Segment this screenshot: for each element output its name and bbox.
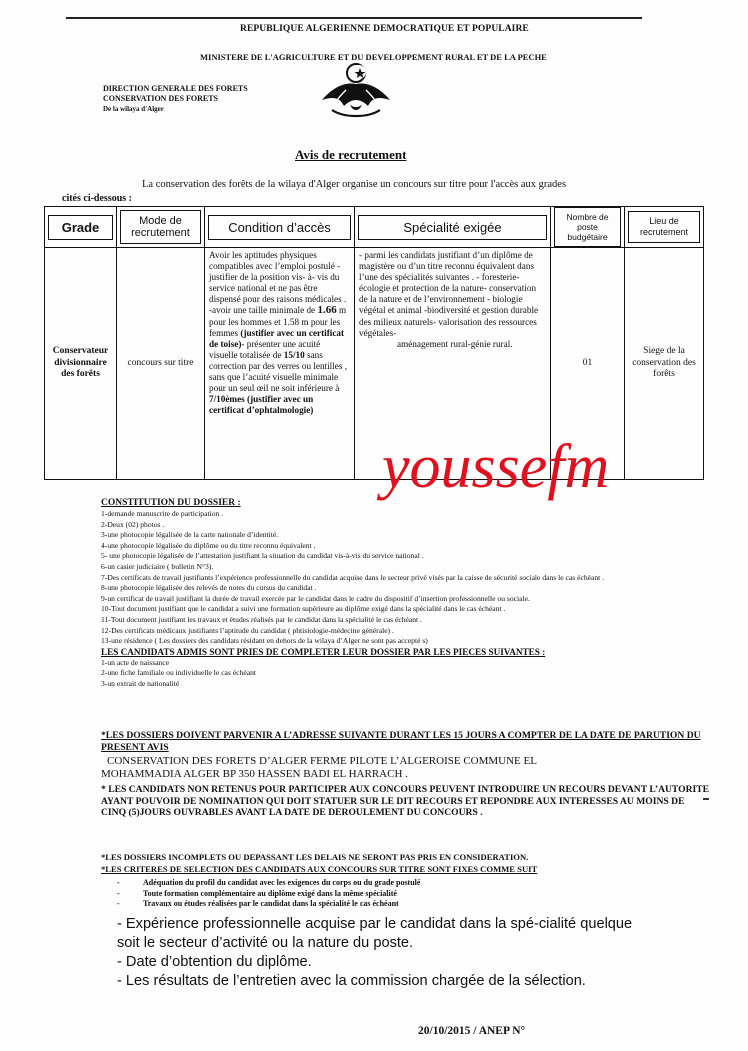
condition-text: sans correction par des verres ou lentilles , sans que l’acuité visuelle minimale pour un seul œil ne soit inférieure à [209, 349, 348, 394]
ministry-heading: MINISTERE DE L'AGRICULTURE ET DU DEVELOPPEMENT RURAL ET DE LA PECHE [200, 52, 547, 62]
list-item: 10-Tout document justifiant que le candidat a suivi une formation supérieure au diplôme exigé dans la spécialité dans le cas échéant . [101, 604, 506, 614]
cell-lieu: Siege de la conservation des forêts [625, 248, 704, 480]
condition-value: (justifier avec un certificat de toise) [209, 327, 345, 349]
criteres-heading: *LES CRITERES DE SELECTION DES CANDIDATS AUX CONCOURS SUR TITRE SONT FIXES COMME SUIT [101, 864, 538, 874]
list-item: 12-Des certificats médicaux justifiants l’aptitude du candidat ( phtisiologie-médecine générale) . [101, 625, 394, 635]
list-item: 7-Des certificats de travail justifiants l’expérience professionnelle du candidat acquise dans le secteur privé visés par la caisse de sécurité sociale dans le cas échéant . [101, 572, 605, 582]
header-label: Nombre de poste budgétaire [554, 207, 621, 247]
list-item: - Expérience professionnelle acquise par le candidat dans la spé-cialité quelque soit le secteur d’activité ou la nature du poste. [117, 916, 633, 951]
list-item: - Adéquation du profil du candidat avec les exigences du corps ou du grade postulé [117, 878, 421, 887]
top-rule [66, 17, 642, 19]
list-item: 2-Deux (02) photos . [101, 519, 165, 529]
list-item: 3-un extrait de nationalité [101, 678, 180, 688]
incomplets-notice: *LES DOSSIERS INCOMPLETS OU DEPASSANT LES DELAIS NE SERONT PAS PRIS EN CONSIDERATION. [101, 852, 529, 862]
direction-block [103, 84, 248, 114]
specialite-text: aménagement rural-génie rural. [397, 338, 513, 349]
header-label: Condition d’accès [208, 215, 351, 240]
list-item: 3-une photocopie légalisée de la carte nationale d’identité. [101, 530, 279, 540]
adresse-heading: *LES DOSSIERS DOIVENT PARVENIR A L’ADRESSE SUIVANTE DURANT LES 15 JOURS A COMPTER DE LA DATE DE PARUTION DU PRESENT AVIS [101, 730, 701, 753]
list-item: 8-une photocopie légalisée des relevés de notes du cursus du candidat . [101, 583, 317, 593]
recours-paragraph: * LES CANDIDATS NON RETENUS POUR PARTICIPER AUX CONCOURS PEUVENT INTRODUIRE UN RECOURS DEVANT L’AUTORITE AYANT POUVOIR DE NOMINATION QUI DOIT STATUER SUR LE DIT RECOURS ET REPONDRE AUX INTERESSES AU MOINS DE CINQ (5)JOURS OUVRABLES AVANT LA DATE DE DEROULEMENT DU CONCOURS . [101, 784, 710, 818]
column-header-condition [205, 207, 355, 248]
critere-text: Adéquation du profil du candidat avec les exigences du corps ou du grade postulé [143, 878, 421, 887]
list-item: 1-un acte de naissance [101, 657, 170, 667]
column-header-specialite [355, 207, 551, 248]
column-header-nombre [551, 207, 625, 248]
adresse-line: CONSERVATION DES FORETS D’ALGER FERME PILOTE L’ALGEROISE COMMUNE EL [107, 755, 537, 767]
list-item: 5- une photocopie légalisée de l’attestation justifiant la situation du candidat vis-à-vis du service national . [101, 551, 424, 561]
adresse-line: MOHAMMADIA ALGER BP 350 HASSEN BADI EL HARRACH . [101, 768, 408, 780]
adresse-block [101, 755, 711, 781]
margin-mark [703, 798, 709, 800]
list-item: 1-demande manuscrite de participation . [101, 509, 224, 518]
footer-reference: 20/10/2015 / ANEP N° [418, 1025, 526, 1037]
condition-value: 1.66 [317, 304, 337, 317]
condition-value: 15/10 [283, 349, 305, 360]
condition-text: Avoir les aptitudes physiques compatibles avec l’emploi postulé - justifier de la position vis- à- vis du service national et ne pas être dispensé pour des raisons médicales . [209, 250, 347, 305]
republic-heading: REPUBLIQUE ALGERIENNE DEMOCRATIQUE ET POPULAIRE [240, 24, 529, 34]
list-item: 2-une fiche familiale ou individuelle le cas échéant [101, 668, 256, 678]
column-header-grade [45, 207, 117, 248]
critere-text: Travaux ou études réalisées par le candidat dans la spécialité le cas échéant [143, 899, 399, 908]
list-item: - Toute formation complémentaire au diplôme exigé dans la même spécialité [117, 888, 397, 898]
dossier-section [101, 497, 701, 690]
header-label: Mode de recrutement [120, 210, 201, 244]
list-item: 11-Tout document justifiant les travaux et études réalisés par le candidat dans la spécialité le cas échéant . [101, 614, 422, 624]
criteres-list [117, 868, 717, 910]
list-item: - Travaux ou études réalisées par le candidat dans la spécialité le cas échéant [117, 899, 399, 908]
list-item: - Date d’obtention du diplôme. [117, 954, 312, 970]
dossier-heading: CONSTITUTION DU DOSSIER : [101, 498, 241, 508]
cell-condition [205, 248, 355, 480]
cell-grade: Conservateur divisionnaire des forêts [45, 248, 117, 480]
intro-paragraph [62, 178, 645, 206]
condition-text: -avoir une taille minimale de [209, 305, 318, 316]
national-emblem-icon [316, 60, 396, 122]
list-item: 13-une résidence ( Les dossiers des candidats résidant en dehors de la wilaya d’Alger ne sont pas accepté s) [101, 636, 428, 646]
intro-line: La conservation des forêts de la wilaya d'Alger organise un concours sur titre pour l'accès aux grades [142, 179, 567, 190]
header-label: Grade [48, 215, 113, 240]
column-header-mode [117, 207, 205, 248]
additional-criteria [117, 915, 657, 991]
direction-line: DIRECTION GENERALE DES FORETS [103, 84, 248, 93]
list-item: 4-une photocopie légalisée du diplôme ou du titre reconnu équivalent . [101, 540, 316, 550]
list-item: 6-un casier judiciaire ( bulletin N°3). [101, 561, 214, 571]
specialite-text: - parmi les candidats justifiant d’un diplôme de magistère ou d’un titre reconnu équivalent dans l’une des spécialités suivantes . - foresterie-écologie et protection de la nature- conservation de la nature et de l’environnement - biologie végétal et animal -biodiversité et gestion durable des milieux naturels- valorisation des ressources végétales- [359, 250, 539, 338]
table-header-row [45, 207, 704, 248]
condition-text: m pour les hommes et 1.58 m pour les femmes [209, 305, 347, 338]
critere-text: Toute formation complémentaire au diplôme exigé dans la même spécialité [143, 888, 397, 898]
cell-mode: concours sur titre [117, 248, 205, 480]
header-label: Spécialité exigée [358, 215, 547, 240]
column-header-lieu [625, 207, 704, 248]
direction-line: CONSERVATION DES FORETS [103, 94, 219, 103]
list-item: - Les résultats de l’entretien avec la commission chargée de la sélection. [117, 973, 586, 989]
header-label: Lieu de recrutement [628, 211, 700, 243]
admis-heading: LES CANDIDATS ADMIS SONT PRIES DE COMPLETER LEUR DOSSIER PAR LES PIECES SUIVANTES : [101, 646, 546, 657]
page-title: Avis de recrutement [295, 147, 407, 162]
condition-value: 7/10èmes (justifier avec un certificat d’ophtalmologie) [209, 394, 314, 416]
direction-line: De la wilaya d'Alger [103, 105, 164, 113]
watermark-text: youssefm [382, 433, 610, 501]
list-item: 9-un certificat de travail justifiant la durée de travail exercée par le candidat dans le cadre du dispositif d’insertion professionnelle ou sociale. [101, 593, 530, 603]
cell-nombre: 01 [551, 248, 625, 480]
intro-line: cités ci-dessous : [62, 193, 132, 204]
condition-text: - présenter une acuité visuelle totalisée de [209, 338, 321, 360]
